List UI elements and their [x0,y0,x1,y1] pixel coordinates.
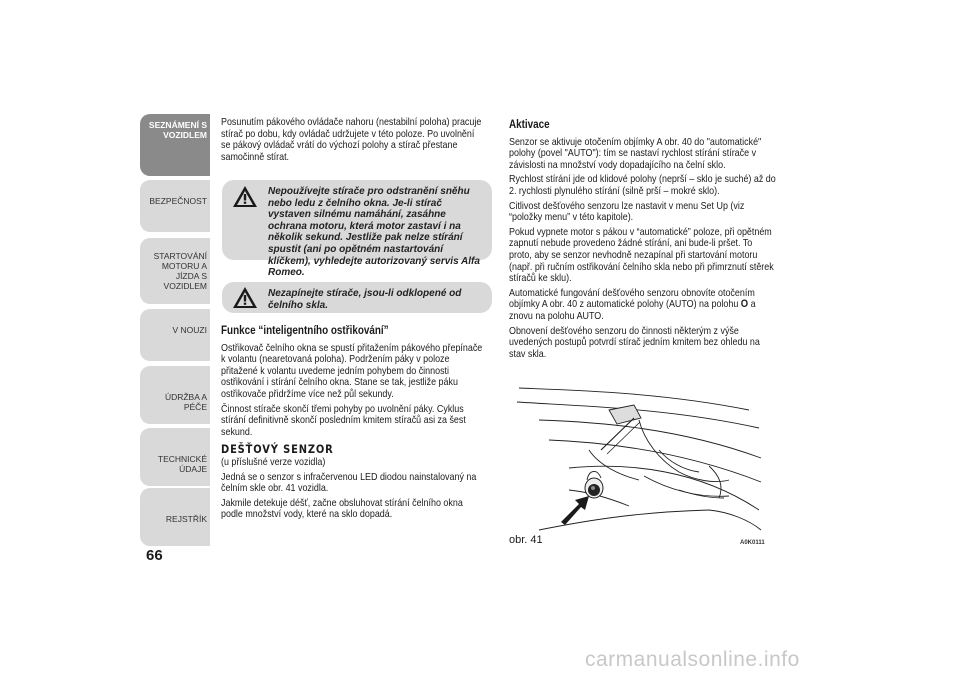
tab-label: SEZNÁMENÍ S VOZIDLEM [148,120,207,140]
tab-label: REJSTŘÍK [165,514,207,524]
rain-sensor-illustration [509,380,764,552]
section-heading: Aktivace [509,119,550,131]
section-title: DEŠŤOVÝ SENZOR [221,442,334,457]
o-position-symbol: O [740,298,749,311]
watermark: carmanualsonline.info [585,648,800,671]
figure-code: A0K0111 [740,540,765,546]
column-right [509,116,777,363]
warning-box [222,180,492,279]
tab-label: V NOUZI [172,325,207,335]
tab-v-nouzi[interactable] [140,309,210,361]
paragraph: Pokud vypnete motor s pákou v “automatické” poloze, při opětném zapnutí nebude provedeno žádné stírání, ani bude-li pršet. To proto, aby se senzor nevhodně nezapínal při startování motoru (např. při ručním ostřikování čelního skla nebo při přimrznutí stěrek stíračů ke sklu). [509,226,774,285]
tab-bezpecnost[interactable] [140,180,210,232]
section-heading: Funkce “inteligentního ostřikování” [221,325,389,337]
tab-startovani[interactable] [140,238,210,304]
paragraph-part: Automatické fungování dešťového senzoru obnovíte otočením objímky A obr. 40 z automatické polohy (AUTO) na polohu [509,287,755,311]
warning-triangle-icon [232,286,258,309]
warning-box [222,282,492,313]
paragraph: Jakmile detekuje déšť, začne obsluhovat stírání čelního okna podle množství vody, které na sklo dopadá. [221,497,463,521]
tab-seznameni-s-vozidlem[interactable] [140,114,210,176]
tab-label: STARTOVÁNÍ MOTORU A JÍZDA S VOZIDLEM [153,251,207,291]
paragraph: Obnovení dešťového senzoru do činnosti některým z výše uvedených postupů potvrdí stírač jedním kmitem bez ohledu na stav skla. [509,325,760,360]
section-subtitle: (u příslušné verze vozidla) [221,456,326,468]
tab-rejstrik[interactable] [140,488,210,546]
paragraph: Jedná se o senzor s infračervenou LED diodou nainstalovaný na čelním skle obr. 41 vozidla. [221,471,477,495]
tab-udrzba-a-pece[interactable] [140,366,210,424]
warning-text: Nezapínejte stírače, jsou-li odklopené od čelního skla. [268,288,462,311]
intro-paragraph: Posunutím pákového ovládače nahoru (nestabilní poloha) pracuje stírač po dobu, kdy ovládač udržujete v této poloze. Po uvolnění se pákový ovládač vrátí do výchozí polohy a stírač přestane samočinně stírat. [221,117,482,163]
warning-text: Nepoužívejte stírače pro odstranění sněhu nebo ledu z čelního okna. Je-li stírač vystaven silnému namáhání, zasáhne ochrana motoru, která motor zastaví i na několik sekund. Jestliže pak nelze stírání spustit (ani po opětném nastartování klíčkem), vyhledejte autorizovaný servis Alfa Romeo. [268,186,480,279]
paragraph: Rychlost stírání jde od klidové polohy (neprší – sklo je suché) až do 2. rychlosti plynulého stírání (silně prší – mokré sklo). [509,174,776,197]
column-left [221,117,484,166]
paragraph: Senzor se aktivuje otočením objímky A obr. 40 do "automatické" polohy (povel "AUTO"): tím se nastaví rychlost stírání stírače v závislosti na množství vody dopadajícího na čelní sklo. [509,136,762,171]
warning-triangle-icon [232,185,258,208]
column-left-lower [221,322,484,524]
paragraph [509,288,777,323]
tab-label: TECHNICKÉ ÚDAJE [157,454,207,474]
paragraph: Ostřikovač čelního okna se spustí přitažením pákového přepínače k volantu (nearetovaná poloha). Podržením páky v poloze přitažené k volantu uvedeme jedním pohybem do činnosti ostřikování i stírání čelního okna. Stane se tak, jestliže páku ostřikovače přidržíme více než půl sekundy. [221,342,483,400]
tab-label: ÚDRŽBA A PÉČE [164,392,207,412]
tab-technicke-udaje[interactable] [140,428,210,486]
paragraph: Citlivost dešťového senzoru lze nastavit v menu Set Up (viz “položky menu” v této kapitole). [509,200,745,224]
paragraph: Činnost stírače skončí třemi pohyby po uvolnění páky. Cyklus stírání definitivně skončí posledním kmitem stíračů asi za šest sekund. [221,403,466,438]
tab-label: BEZPEČNOST [149,196,207,206]
figure-caption: obr. 41 [509,534,543,546]
page-number: 66 [146,547,163,564]
paragraph-part: a znovu na polohu AUTO. [509,299,756,322]
